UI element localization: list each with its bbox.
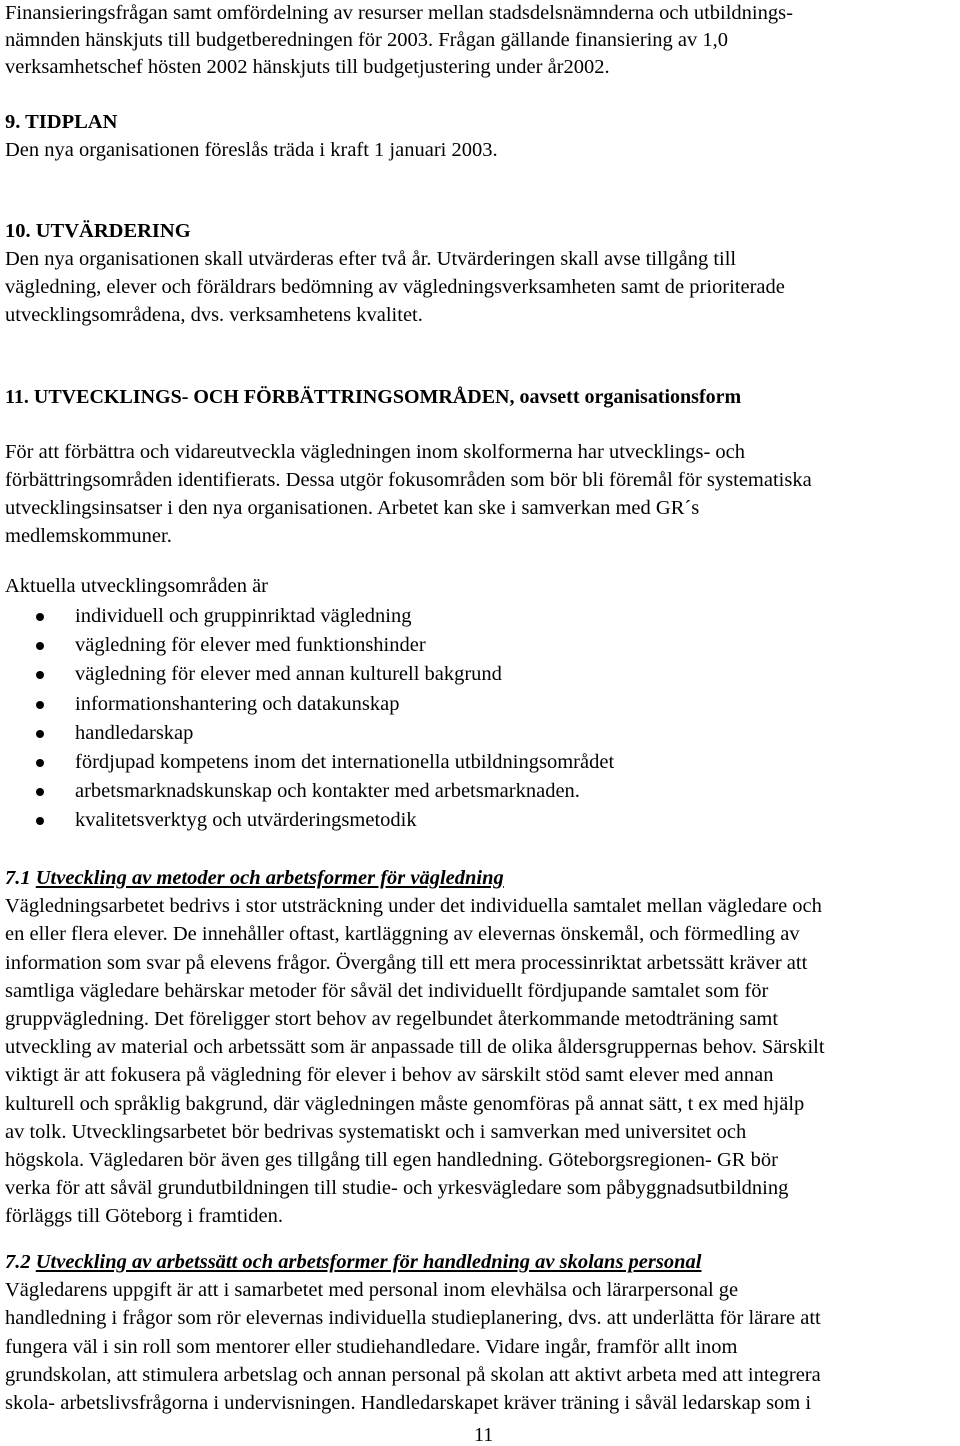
section-7-1-line: förläggs till Göteborg i framtiden. bbox=[5, 1205, 284, 1228]
section-7-1 bbox=[5, 864, 825, 1231]
section-7-1-line: information som svar på elevens frågor. Övergång till ett mera processinriktat arbetssätt kräver att bbox=[5, 951, 808, 974]
section-7-1-line: en eller flera elever. De innehåller oftast, kartläggning av elevernas önskemål, och förmedling av bbox=[5, 923, 800, 946]
section-7-1-line: samtliga vägledare behärskar metoder för såväl det individuellt fördjupande samtalet som för bbox=[5, 979, 769, 1002]
section-7-2-line: Vägledarens uppgift är att i samarbetet med personal inom elevhälsa och lärarpersonal ge bbox=[5, 1279, 739, 1302]
list-item: informationshantering och datakunskap bbox=[5, 690, 812, 719]
section-7-1-line: av tolk. Utvecklingsarbetet bör bedrivas systematiskt och i samverkan med universitet och bbox=[5, 1120, 747, 1143]
bullet-icon bbox=[36, 817, 44, 825]
bullet-icon bbox=[36, 671, 44, 679]
section-7-2-heading bbox=[5, 1248, 821, 1276]
section-7-1-line: verka för att såväl grundutbildningen till studie- och yrkesvägledare som påbyggnadsutbildning bbox=[5, 1177, 789, 1200]
list-item: kvalitetsverktyg och utvärderingsmetodik bbox=[5, 806, 812, 835]
section-11-line: utvecklingsinsatser i den nya organisationen. Arbetet kan ske i samverkan med GR´s bbox=[5, 497, 700, 519]
section-7-2 bbox=[5, 1248, 821, 1417]
section-7-1-number: 7.1 bbox=[5, 867, 31, 889]
section-7-1-line: viktigt är att fokusera på vägledning för elever i behov av särskilt stöd samt elever med annan bbox=[5, 1064, 774, 1087]
section-7-2-paragraph bbox=[5, 1276, 821, 1417]
intro-line: Finansieringsfrågan samt omfördelning av resurser mellan stadsdelsnämnderna och utbildnings- bbox=[5, 2, 793, 24]
section-7-2-line: handledning i frågor som rör elevernas individuella studieplanering, dvs. att underlätta för lärare att bbox=[5, 1307, 821, 1330]
section-7-2-line: fungera väl i sin roll som mentorer eller studiehandledare. Vidare ingår, framför allt inom bbox=[5, 1335, 738, 1358]
section-7-1-heading bbox=[5, 864, 825, 892]
section-11 bbox=[5, 383, 812, 836]
section-7-1-line: kulturell och språklig bakgrund, där vägledningen måste genomföras på annat sätt, t ex med hjälp bbox=[5, 1092, 805, 1115]
bullet-icon bbox=[36, 759, 44, 767]
section-11-line: För att förbättra och vidareutveckla vägledningen inom skolformerna har utvecklings- och bbox=[5, 441, 746, 463]
section-10-heading: 10. UTVÄRDERING bbox=[5, 220, 191, 242]
section-9-heading: 9. TIDPLAN bbox=[5, 111, 118, 133]
section-11-paragraph bbox=[5, 438, 812, 550]
list-item: handledarskap bbox=[5, 719, 812, 748]
section-7-2-line: skola- arbetslivsfrågorna i undervisningen. Handledarskapet kräver träning i såväl ledarskap som i bbox=[5, 1392, 812, 1415]
development-areas-list bbox=[5, 602, 812, 836]
bullet-icon bbox=[36, 701, 44, 709]
list-intro: Aktuella utvecklingsområden är bbox=[5, 575, 268, 597]
section-7-2-line: grundskolan, att stimulera arbetslag och annan personal på skolan att aktivt arbeta med att integrera bbox=[5, 1363, 821, 1386]
section-11-line: medlemskommuner. bbox=[5, 525, 172, 547]
intro-line: nämnden hänskjuts till budgetberedningen för 2003. Frågan gällande finansiering av 1,0 bbox=[5, 29, 729, 51]
section-10-line: vägledning, elever och föräldrars bedömning av vägledningsverksamheten samt de prioriterade bbox=[5, 276, 785, 298]
list-item: vägledning för elever med annan kulturell bakgrund bbox=[5, 660, 812, 689]
bullet-icon bbox=[36, 788, 44, 796]
section-7-1-line: Vägledningsarbetet bedrivs i stor utsträckning under det individuella samtalet mellan vägledare och bbox=[5, 895, 822, 918]
bullet-icon bbox=[36, 642, 44, 650]
section-10-line: Den nya organisationen skall utvärderas efter två år. Utvärderingen skall avse tillgång till bbox=[5, 248, 737, 270]
list-item: individuell och gruppinriktad vägledning bbox=[5, 602, 812, 631]
section-11-heading: 11. UTVECKLINGS- OCH FÖRBÄTTRINGSOMRÅDEN, oavsett organisationsform bbox=[5, 386, 742, 408]
list-item: fördjupad kompetens inom det internationella utbildningsområdet bbox=[5, 748, 812, 777]
section-9 bbox=[5, 108, 498, 164]
section-7-1-title: Utveckling av metoder och arbetsformer för vägledning bbox=[35, 867, 504, 889]
intro-line: verksamhetschef hösten 2002 hänskjuts till budgetjustering under år2002. bbox=[5, 56, 610, 78]
intro-paragraph bbox=[5, 0, 793, 81]
page-number: 11 bbox=[474, 1424, 494, 1446]
section-10 bbox=[5, 217, 785, 329]
section-7-1-paragraph bbox=[5, 892, 825, 1230]
section-10-line: utvecklingsområdena, dvs. verksamhetens kvalitet. bbox=[5, 304, 423, 326]
section-7-1-line: gruppvägledning. Det föreligger stort behov av regelbundet återkommande metodträning samt bbox=[5, 1008, 779, 1031]
section-7-2-number: 7.2 bbox=[5, 1251, 31, 1273]
section-10-paragraph bbox=[5, 245, 785, 329]
section-7-1-line: högskola. Vägledaren bör även ges tillgång till egen handledning. Göteborgsregionen- GR bör bbox=[5, 1149, 778, 1172]
section-11-line: förbättringsområden identifierats. Dessa utgör fokusområden som bör bli föremål för systematiska bbox=[5, 469, 812, 491]
section-7-2-title: Utveckling av arbetssätt och arbetsformer för handledning av skolans personal bbox=[35, 1251, 702, 1273]
list-item: arbetsmarknadskunskap och kontakter med arbetsmarknaden. bbox=[5, 777, 812, 806]
section-7-1-line: utveckling av material och arbetssätt som är anpassade till de olika åldersgruppernas behov. Särskilt bbox=[5, 1036, 825, 1059]
bullet-icon bbox=[36, 730, 44, 738]
list-item: vägledning för elever med funktionshinder bbox=[5, 631, 812, 660]
bullet-icon bbox=[36, 613, 44, 621]
section-9-text: Den nya organisationen föreslås träda i kraft 1 januari 2003. bbox=[5, 139, 498, 161]
